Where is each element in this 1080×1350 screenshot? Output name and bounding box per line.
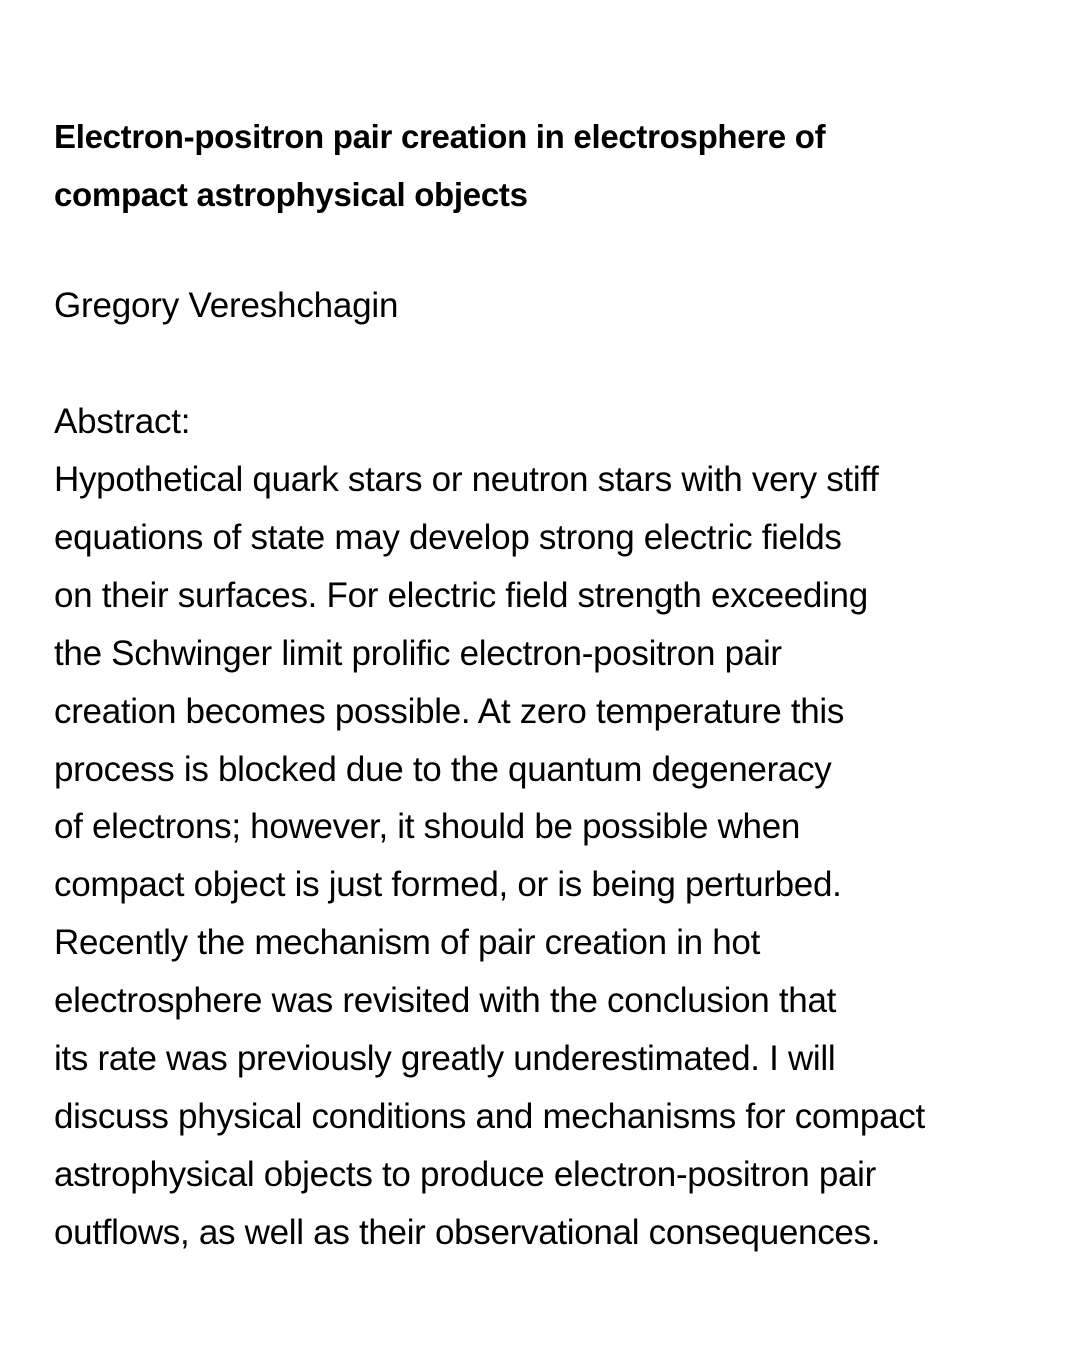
abstract-line: Hypothetical quark stars or neutron stars with very stiff <box>54 460 879 499</box>
abstract-line: the Schwinger limit prolific electron-positron pair <box>54 633 782 673</box>
abstract-line: discuss physical conditions and mechanisms for compact <box>54 1096 925 1136</box>
abstract-line: equations of state may develop strong electric fields <box>54 517 842 557</box>
abstract-heading: Abstract: <box>54 402 191 441</box>
abstract-line: on their surfaces. For electric field strength exceeding <box>54 575 868 615</box>
abstract-line: Recently the mechanism of pair creation in hot <box>54 923 761 963</box>
document-title <box>54 108 1054 224</box>
title-line: compact astrophysical objects <box>54 176 528 213</box>
abstract-line: electrosphere was revisited with the conclusion that <box>54 981 837 1021</box>
abstract-line: outflows, as well as their observational consequences. <box>54 1212 881 1252</box>
abstract-line: compact object is just formed, or is being perturbed. <box>54 865 842 905</box>
abstract-line: its rate was previously greatly underestimated. I will <box>54 1039 836 1079</box>
abstract-line: process is blocked due to the quantum degeneracy <box>54 749 832 789</box>
author-name: Gregory Vereshchagin <box>54 286 399 325</box>
abstract-line: astrophysical objects to produce electron-positron pair <box>54 1154 876 1194</box>
abstract-line: creation becomes possible. At zero temperature this <box>54 691 845 731</box>
abstract-line: of electrons; however, it should be possible when <box>54 807 801 847</box>
abstract-text <box>54 451 1054 1262</box>
title-line: Electron-positron pair creation in electrosphere of <box>54 118 826 155</box>
